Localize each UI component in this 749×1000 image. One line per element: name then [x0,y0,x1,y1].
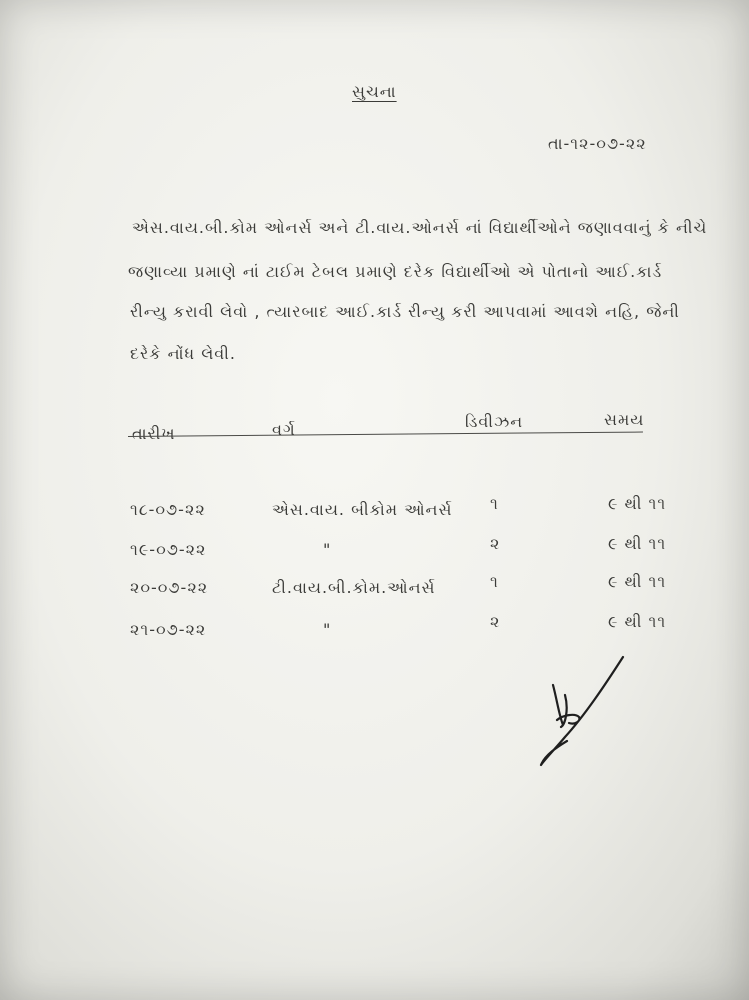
row-2-time: ૯ થી ૧૧ [608,534,667,553]
row-3-class: ટી.વાય.બી.કોમ.ઓનર્સ [272,578,436,597]
header-date: તારીખ [132,424,176,443]
row-1-date: ૧૮-૦૭-૨૨ [130,500,206,519]
header-division: ડિવીઝન [465,412,524,431]
row-4-date: ૨૧-૦૭-૨૨ [130,620,207,639]
row-2-class: " [323,540,332,559]
paragraph-line-3: રીન્યુ કરાવી લેવો , ત્યારબાદ આઈ.કાર્ડ રીન્યુ કરી આપવામાં આવશે નહિ, જેની [130,302,680,321]
row-1-division: ૧ [490,494,499,513]
row-4-class: " [323,620,332,639]
signature-icon [535,655,635,770]
paragraph-line-4: દરેકે નોંધ લેવી. [130,344,236,363]
paragraph-line-2: જણાવ્યા પ્રમાણે નાં ટાઈમ ટેબલ પ્રમાણે દરેક વિદ્યાર્થીઓ એ પોતાનો આઈ.કાર્ડ [128,262,663,281]
row-2-division: ૨ [490,534,501,553]
paragraph-line-1: એસ.વાય.બી.કોમ ઓનર્સ અને ટી.વાય.ઓનર્સ નાં વિદ્યાર્થીઓને જણાવવાનું કે નીચે [132,218,708,237]
notice-date: તા-૧૨-૦૭-૨૨ [548,134,647,153]
row-3-time: ૯ થી ૧૧ [608,572,667,591]
header-underline [128,432,643,437]
header-time: સમય [604,410,645,429]
row-4-division: ૨ [490,612,501,631]
row-2-date: ૧૯-૦૭-૨૨ [130,540,207,559]
row-4-time: ૯ થી ૧૧ [608,612,667,631]
row-1-time: ૯ થી ૧૧ [608,494,667,513]
notice-title: સુચના [352,82,397,101]
row-3-date: ૨૦-૦૭-૨૨ [130,578,209,597]
header-class: વર્ગ [272,420,296,439]
row-3-division: ૧ [490,572,499,591]
row-1-class: એસ.વાય. બીકોમ ઓનર્સ [272,500,453,519]
